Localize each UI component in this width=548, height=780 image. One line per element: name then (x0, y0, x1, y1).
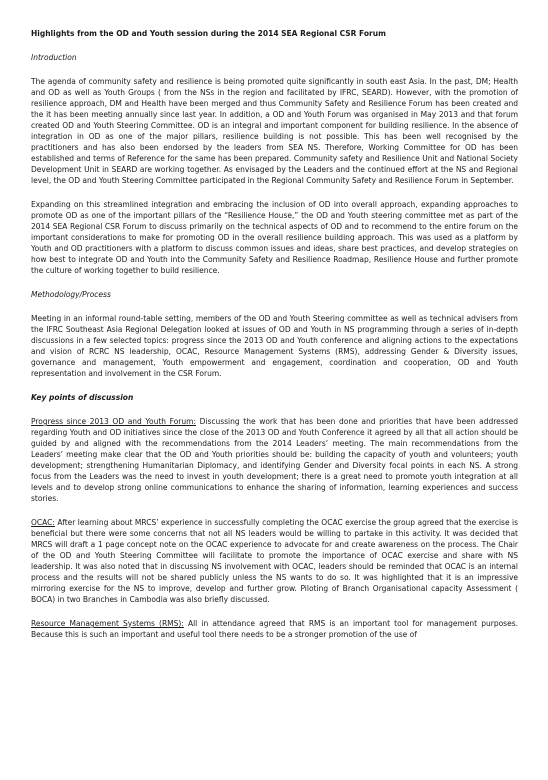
ocac-label: OCAC: (31, 518, 55, 527)
introduction-paragraph-1: The agenda of community safety and resilience is being promoted quite significantly in south east Asia. In the past, DM; Health and OD as well as Youth Groups ( from the NSs in the region and facilitated by IFRC, SEARD). However, with the promotion of resilience approach, DM and Health have been merged and thus Community Safety and Resilience Forum has been created and the it has been meeting annually since last year. In addition, a OD and Youth Forum was organised in May 2013 and that forum created OD and Youth Steering Committee. OD is an integral and important component for building resilience. In the absence of integration in OD as one of the major pillars, resilience building is not possible. This has been well recognised by the practitioners and has also been endorsed by the leaders from SEA NS. Therefore, Working Committee for OD has been established and terms of Reference for the same has been prepared. Community safety and Resilience Unit and National Society Development Unit in SEARD are working together. As envisaged by the Leaders and the continued effort at the NS and Regional level, the OD and Youth Steering Committee participated in the Regional Community Safety and Resilience Forum in September. (31, 77, 518, 185)
ocac-text: After learning about MRCS’ experience in successfully completing the OCAC exercise the group agreed that the exercise is beneficial but there were some concerns that not all NS leaders would be willing to partake in this activity. It was decided that MRCS will draft a 1 page concept note on the OCAC experience to advocate for and create awareness on the process. The Chair of the OD and Youth Steering Committee will facilitate to promote the importance of OCAC exercise and share with NS leadership. It was also noted that in discussing NS involvement with OCAC, leaders should be reminded that OCAC is an internal process and the results will not be shared publicly unless the NS wants to do so. It was highlighted that it is an impressive mirroring exercise for the NS to improve, develop and further grow. Piloting of Branch Organisational capacity Assessment ( BOCA) in two Branches in Cambodia was also briefly discussed. (31, 518, 518, 604)
ocac-paragraph (31, 517, 518, 605)
rms-label: Resource Management Systems (RMS): (31, 619, 184, 628)
key-points-heading: Key points of discussion (31, 393, 134, 402)
methodology-paragraph: Meeting in an informal round-table setting, members of the OD and Youth Steering committee as well as technical advisers from the IFRC Southeast Asia Regional Delegation looked at issues of OD and Youth in NS programming through a series of in-depth discussions in a few selected topics: progress since the 2013 OD and Youth conference and aligning actions to the expectations and vision of RCRC NS leadership, OCAC, Resource Management Systems (RMS), addressing Gender & Diversity issues, governance and management, Youth empowerment and engagement, coordination and cooperation, OD and Youth representation and involvement in the CSR Forum. (31, 314, 518, 378)
rms-text: All in attendance agreed that RMS is an important tool for management purposes. Because this is such an important and useful tool there needs to be a stronger promotion of the use of (31, 619, 518, 639)
introduction-heading: Introduction (31, 53, 77, 62)
progress-text: Discussing the work that has been done and priorities that have been addressed regarding Youth and OD initiatives since the close of the 2013 OD and Youth Conference it agreed by all that all action should be guided by and aligned with the recommendations from the 2014 Leaders’ meeting. The main recommendations from the Leaders’ meeting make clear that the OD and Youth priorities should be: building the capacity of youth and volunteers; youth development; strengthening Humanitarian Diplomacy, and identifying Gender and Diversity focal points in each NS. A strong focus from the Leaders was the need to invest in youth development; there is a great need to promote youth integration at all levels and to develop strong online communications to enhance the sharing of information, learning experiences and success stories. (31, 417, 518, 503)
progress-label: Progress since 2013 OD and Youth Forum: (31, 417, 196, 426)
document-title: Highlights from the OD and Youth session during the 2014 SEA Regional CSR Forum (31, 29, 386, 38)
introduction-paragraph-2: Expanding on this streamlined integration and embracing the inclusion of OD into overall approach, expanding approaches to promote OD as one of the important pillars of the “Resilience House,” the OD and Youth steering committee met as part of the 2014 SEA Regional CSR Forum to discuss primarily on the technical aspects of OD and to recommend to the entire forum on the important considerations to make for promoting OD in the overall resilience building approach. This was used as a platform by Youth and OD practitioners with a platform to discuss common issues and ideas, share best practices, and develop strategies on how best to integrate OD and Youth into the Community Safety and Resilience Roadmap, Resilience House and further promote the culture of working together to build resilience. (31, 200, 518, 275)
methodology-heading: Methodology/Process (31, 290, 111, 299)
rms-paragraph (31, 618, 518, 640)
progress-paragraph (31, 416, 518, 504)
